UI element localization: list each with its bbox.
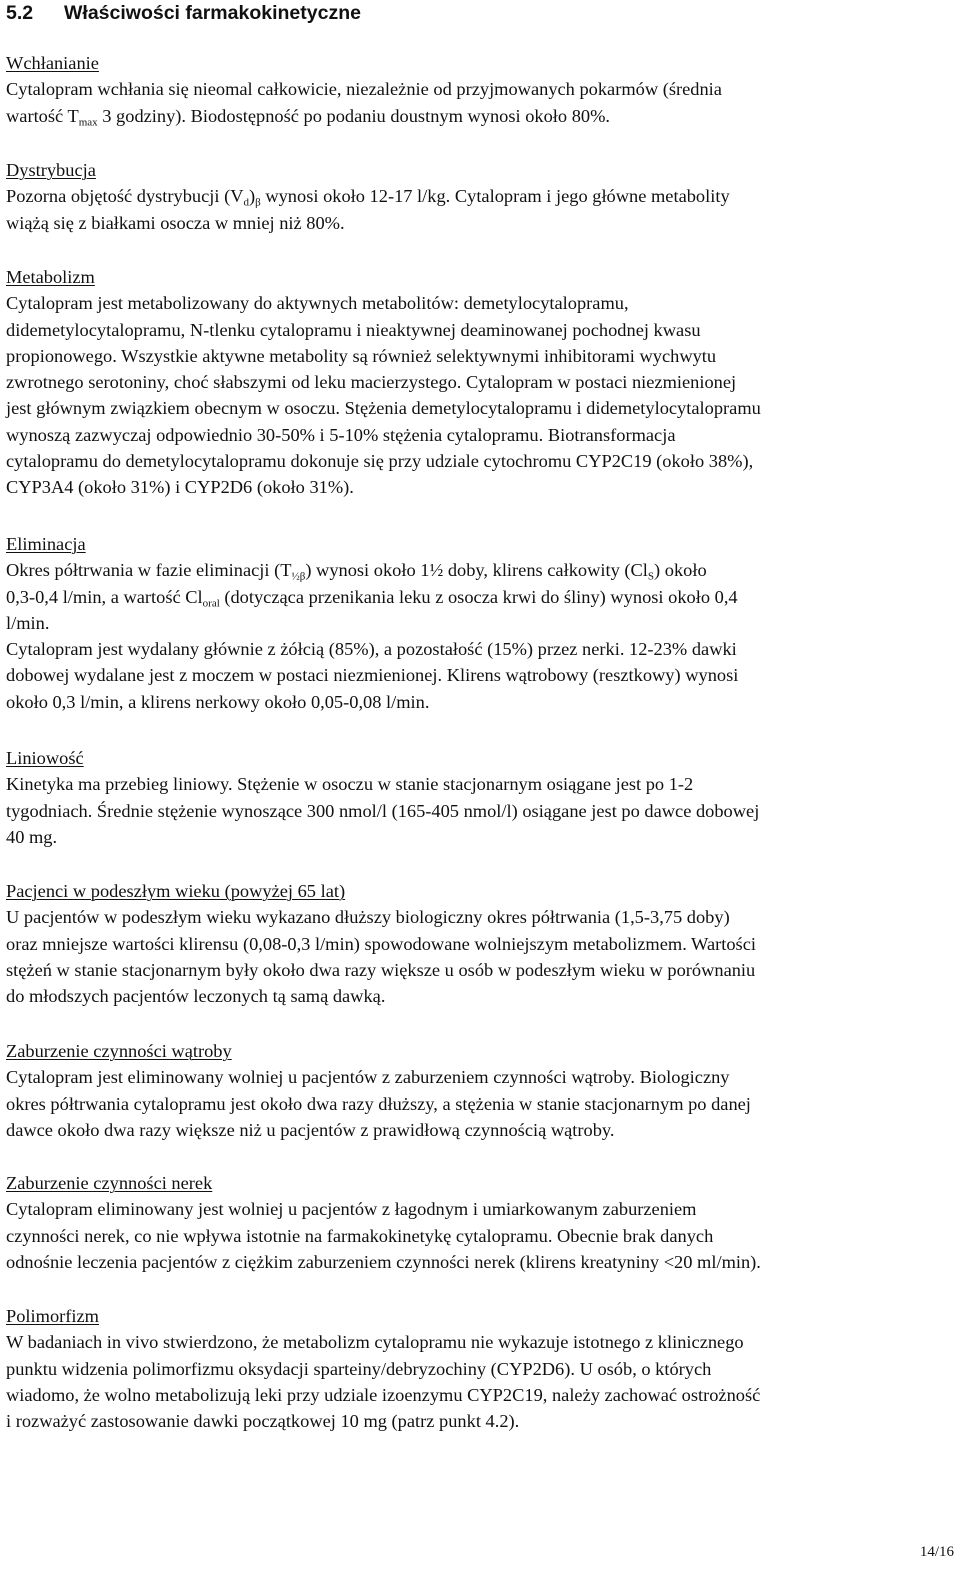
section-metabolizm bbox=[6, 264, 954, 501]
subsection-title: Wchłanianie bbox=[6, 53, 99, 73]
paragraph-line: jest głównym związkiem obecnym w osoczu. Stężenia demetylocytalopramu i didemetylocytalopramu bbox=[6, 398, 761, 419]
paragraph-line: odnośnie leczenia pacjentów z ciężkim zaburzeniem czynności nerek (klirens kreatyniny <20 ml/min). bbox=[6, 1251, 761, 1272]
paragraph-line: 40 mg. bbox=[6, 826, 58, 847]
paragraph-line: punktu widzenia polimorfizmu oksydacji sparteiny/debryzochiny (CYP2D6). U osób, o których bbox=[6, 1358, 712, 1379]
section-watroba bbox=[6, 1038, 954, 1143]
subsection-title: Zaburzenie czynności nerek bbox=[6, 1173, 213, 1193]
paragraph-line: tygodniach. Średnie stężenie wynoszące 300 nmol/l (165-405 nmol/l) osiągane jest po dawce dobowej bbox=[6, 800, 760, 821]
subsection-title: Eliminacja bbox=[6, 534, 86, 554]
section-polimorfizm bbox=[6, 1303, 954, 1434]
paragraph-line: Kinetyka ma przebieg liniowy. Stężenie w osoczu w stanie stacjonarnym osiągane jest po 1-2 bbox=[6, 774, 694, 795]
subsection-title: Liniowość bbox=[6, 748, 84, 768]
paragraph-line: czynności nerek, co nie wpływa istotnie na farmakokinetykę cytalopramu. Obecnie brak danych bbox=[6, 1225, 714, 1246]
subsection-title: Polimorfizm bbox=[6, 1306, 99, 1326]
paragraph-line: zwrotnego serotoniny, choć słabszymi od leku macierzystego. Cytalopram w postaci niezmienionej bbox=[6, 372, 737, 393]
subsection-title: Metabolizm bbox=[6, 267, 95, 287]
section-starsi bbox=[6, 878, 954, 1009]
paragraph-line: Okres półtrwania w fazie eliminacji $(T_{\frac{1}{2}\beta})$ wynosi około 1½ doby, klirens całkowity $(Cl_S)$ około bbox=[6, 560, 707, 583]
section-eliminacja bbox=[6, 531, 954, 715]
paragraph-line: wiadomo, że wolno metabolizują leki przy udziale izoenzymu CYP2C19, należy zachować ostrożność bbox=[6, 1384, 761, 1405]
paragraph-line: didemetylocytalopramu, N-tlenku cytalopramu i nieaktywnej deaminowanej pochodnej kwasu bbox=[6, 319, 701, 340]
paragraph-line: do młodszych pacjentów leczonych tą samą dawką. bbox=[6, 986, 386, 1007]
paragraph-line: Cytalopram wchłania się nieomal całkowicie, niezależnie od przyjmowanych pokarmów (średnia bbox=[6, 79, 722, 100]
paragraph-line: 0,3-0,4 l/min, a wartość $Cl_{oral}$ (dotycząca przenikania leku z osocza krwi do śliny) wynosi około 0,4 bbox=[6, 586, 738, 609]
section-number: 5.2 bbox=[6, 2, 34, 24]
paragraph-line: Cytalopram jest wydalany głównie z żółcią (85%), a pozostałość (15%) przez nerki. 12-23% dawki bbox=[6, 639, 737, 660]
subsection-title: Zaburzenie czynności wątroby bbox=[6, 1041, 232, 1061]
subsection-title: Dystrybucja bbox=[6, 160, 96, 180]
paragraph-line: stężeń w stanie stacjonarnym były około dwa razy większe u osób w podeszłym wieku w porównaniu bbox=[6, 959, 756, 980]
paragraph-line: cytalopramu do demetylocytalopramu dokonuje się przy udziale cytochromu CYP2C19 (około 38%), bbox=[6, 451, 754, 472]
paragraph-line: Cytalopram eliminowany jest wolniej u pacjentów z łagodnym i umiarkowanym zaburzeniem bbox=[6, 1199, 697, 1220]
page-number: 14/16 bbox=[919, 1544, 954, 1560]
paragraph-line: wiążą się z białkami osocza w mniej niż 80%. bbox=[6, 212, 345, 233]
paragraph-line: wynoszą zazwyczaj odpowiednio 30-50% i 5-10% stężenia cytalopramu. Biotransformacja bbox=[6, 424, 676, 445]
section-dystrybucja bbox=[6, 157, 954, 236]
paragraph-line: wartość $T_{max}$ 3 godziny). Biodostępność po podaniu doustnym wynosi około 80%. bbox=[6, 105, 611, 128]
paragraph-line: około 0,3 l/min, a klirens nerkowy około 0,05-0,08 l/min. bbox=[6, 691, 430, 712]
paragraph-line: propionowego. Wszystkie aktywne metabolity są również selektywnymi inhibitorami wychwytu bbox=[6, 345, 717, 366]
paragraph-line: Pozorna objętość dystrybucji $(V_d)_\beta$ wynosi około 12-17 l/kg. Cytalopram i jego główne metabolity bbox=[6, 186, 730, 209]
section-nerki bbox=[6, 1170, 954, 1275]
paragraph-line: Cytalopram jest eliminowany wolniej u pacjentów z zaburzeniem czynności wątroby. Biologiczny bbox=[6, 1067, 730, 1088]
paragraph-line: dawce około dwa razy większe niż u pacjentów z prawidłową czynnością wątroby. bbox=[6, 1119, 615, 1140]
paragraph-line: i rozważyć zastosowanie dawki początkowej 10 mg (patrz punkt 4.2). bbox=[6, 1411, 520, 1432]
paragraph-line: dobowej wydalane jest z moczem w postaci niezmienionej. Klirens wątrobowy (resztkowy) wynosi bbox=[6, 665, 739, 686]
paragraph-line: Cytalopram jest metabolizowany do aktywnych metabolitów: demetylocytalopramu, bbox=[6, 293, 629, 314]
section-heading bbox=[6, 0, 361, 26]
subsection-title: Pacjenci w podeszłym wieku (powyżej 65 lat) bbox=[6, 881, 346, 901]
section-wchlanianie bbox=[6, 50, 954, 129]
section-liniowosc bbox=[6, 745, 954, 850]
paragraph-line: U pacjentów w podeszłym wieku wykazano dłuższy biologiczny okres półtrwania (1,5-3,75 doby) bbox=[6, 907, 730, 928]
paragraph-line: l/min. bbox=[6, 612, 50, 633]
paragraph-line: W badaniach in vivo stwierdzono, że metabolizm cytalopramu nie wykazuje istotnego z klinicznego bbox=[6, 1332, 744, 1353]
section-title: Właściwości farmakokinetyczne bbox=[64, 2, 361, 24]
paragraph-line: okres półtrwania cytalopramu jest około dwa razy dłuższy, a stężenia w stanie stacjonarnym po danej bbox=[6, 1093, 751, 1114]
paragraph-line: oraz mniejsze wartości klirensu (0,08-0,3 l/min) spowodowane wolniejszym metabolizmem. Wartości bbox=[6, 933, 756, 954]
paragraph-line: CYP3A4 (około 31%) i CYP2D6 (około 31%). bbox=[6, 477, 354, 498]
